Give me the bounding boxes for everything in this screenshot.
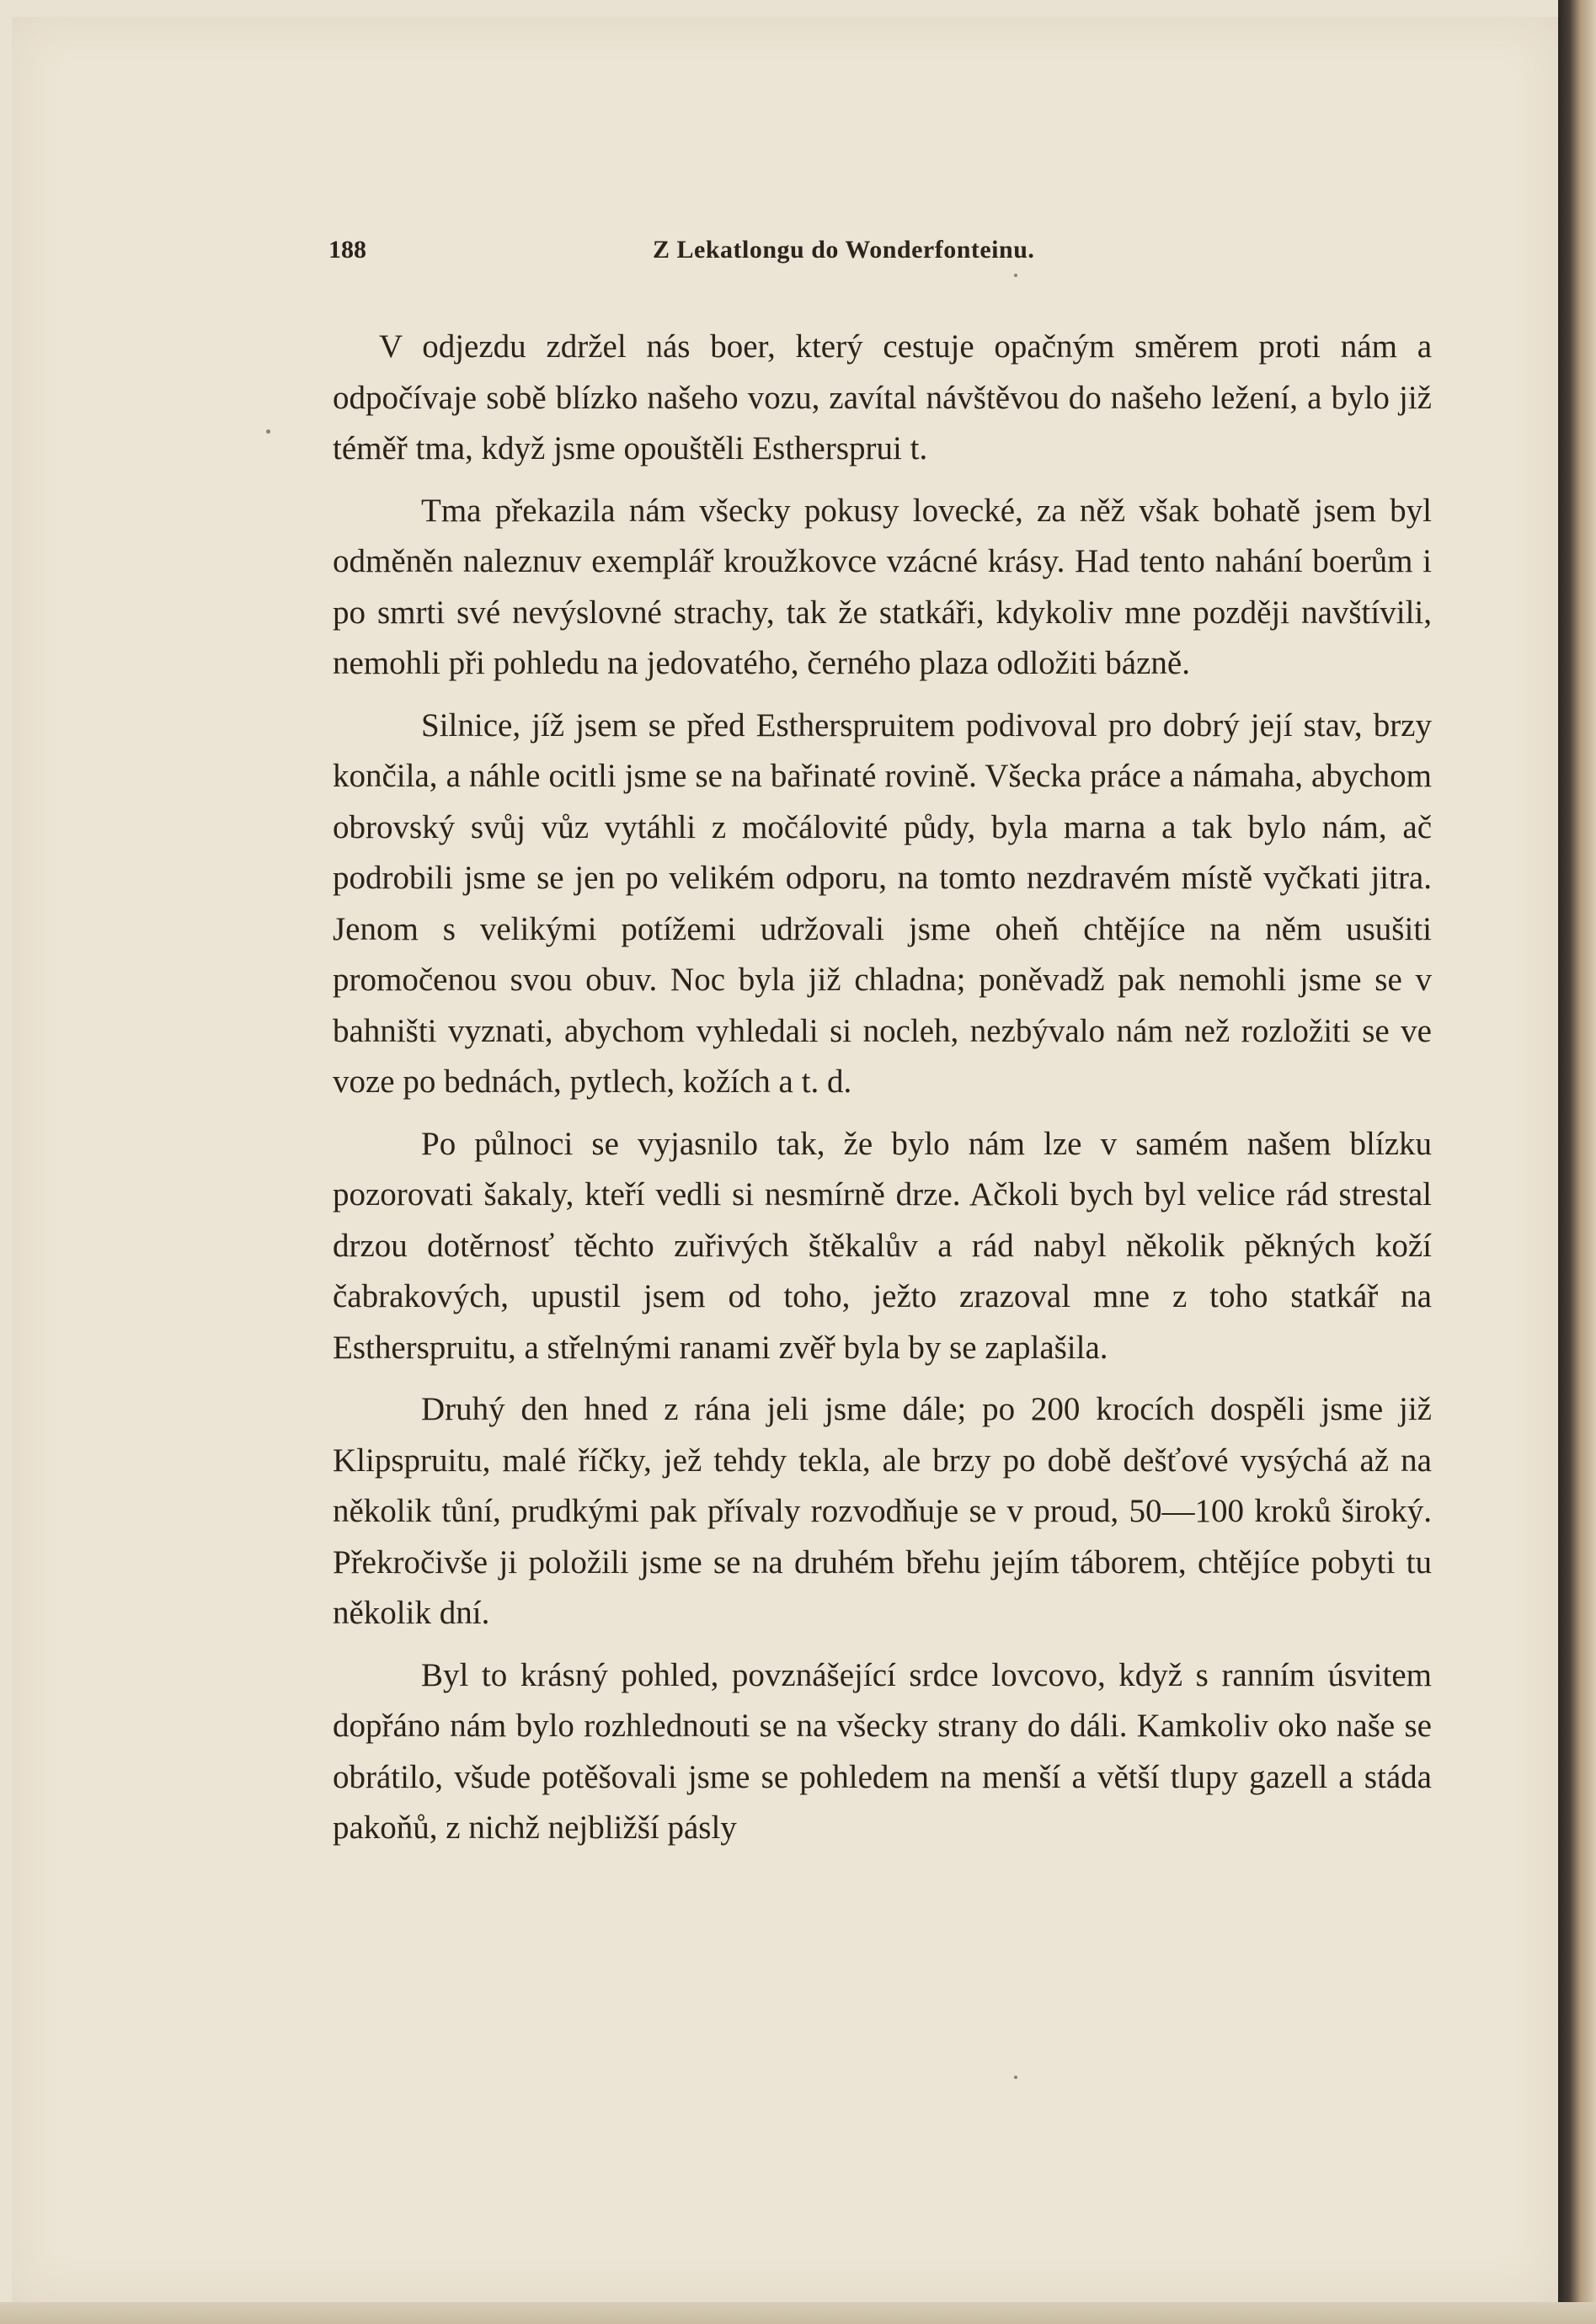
paragraph: Po půlnoci se vyjasnilo tak, že bylo nám lze v samém našem blízku pozorovati šakaly, kteří vedli si nesmírně drze. Ačkoli bych byl velice rád strestal drzou dotěrnosť těchto zuřivých štěkalův a rád nabyl několik pěkných koží čabrakových, upustil jsem od toho, ježto zrazoval mne z toho statkář na Estherspruitu, a střelnými ranami zvěř byla by se zaplašila. bbox=[333, 1125, 1432, 1366]
paragraph: V odjezdu zdržel nás boer, který cestuje opačným směrem proti nám a odpočívaje sobě blízko našeho vozu, zavítal návštěvou do našeho ležení, a bylo již téměř tma, když jsme opouštěli Esthersprui t. bbox=[333, 328, 1432, 466]
book-spine-edge bbox=[1558, 0, 1596, 2324]
paragraph: Druhý den hned z rána jeli jsme dále; po 200 krocích dospěli jsme již Klipspruitu, malé říčky, jež tehdy tekla, ale brzy po době dešťové vysýchá až na několik tůní, prudkými pak přívaly rozvodňuje se v proud, 50—100 kroků široký. Překročivše ji položili jsme se na druhém břehu jejím táborem, chtějíce pobyti tu několik dní. bbox=[333, 1391, 1432, 1631]
page-bottom-edge bbox=[0, 2302, 1596, 2324]
paragraph: Byl to krásný pohled, povznášející srdce lovcovo, když s ranním úsvitem dopřáno nám bylo rozhlednouti se na všecky strany do dáli. Kamkoliv oko naše se obrátilo, všude potěšovali jsme se pohledem na menší a větší tlupy gazell a stáda pakoňů, z nichž nejbližší pásly bbox=[333, 1656, 1432, 1846]
paragraph: Silnice, jíž jsem se před Estherspruitem podivoval pro dobrý její stav, brzy končila, a náhle ocitli jsme se na bařinaté rovině. Všecka práce a námaha, abychom obrovský svůj vůz vytáhli z močálovité půdy, byla marna a tak bylo nám, ač podrobili jsme se jen po velikém odporu, na tomto nezdravém místě vyčkati jitra. Jenom s velikými potížemi udržovali jsme oheň chtějíce na něm usušiti promočenou svou obuv. Noc byla již chladna; poněvadž pak nemohli jsme se v bahništi vyznati, abychom vyhledali si nocleh, nezbývalo nám než rozložiti se ve voze po bednách, pytlech, kožích a t. d. bbox=[333, 706, 1432, 1100]
running-header bbox=[328, 236, 1432, 275]
body-text bbox=[333, 322, 1432, 1865]
dust-speck bbox=[1014, 2076, 1017, 2079]
paragraph: Tma překazila nám všecky pokusy lovecké, za něž však bohatě jsem byl odměněn naleznuv exemplář kroužkovce vzácné krásy. Had tento nahání boerům i po smrti své nevýslovné strachy, tak že statkáři, kdykoliv mne později navštívili, nemohli při pohledu na jedovatého, černého plaza odložiti bázně. bbox=[333, 492, 1432, 681]
running-title: Z Lekatlongu do Wonderfonteinu. bbox=[653, 236, 1035, 264]
dust-speck bbox=[266, 429, 270, 434]
page-number: 188 bbox=[328, 236, 366, 264]
